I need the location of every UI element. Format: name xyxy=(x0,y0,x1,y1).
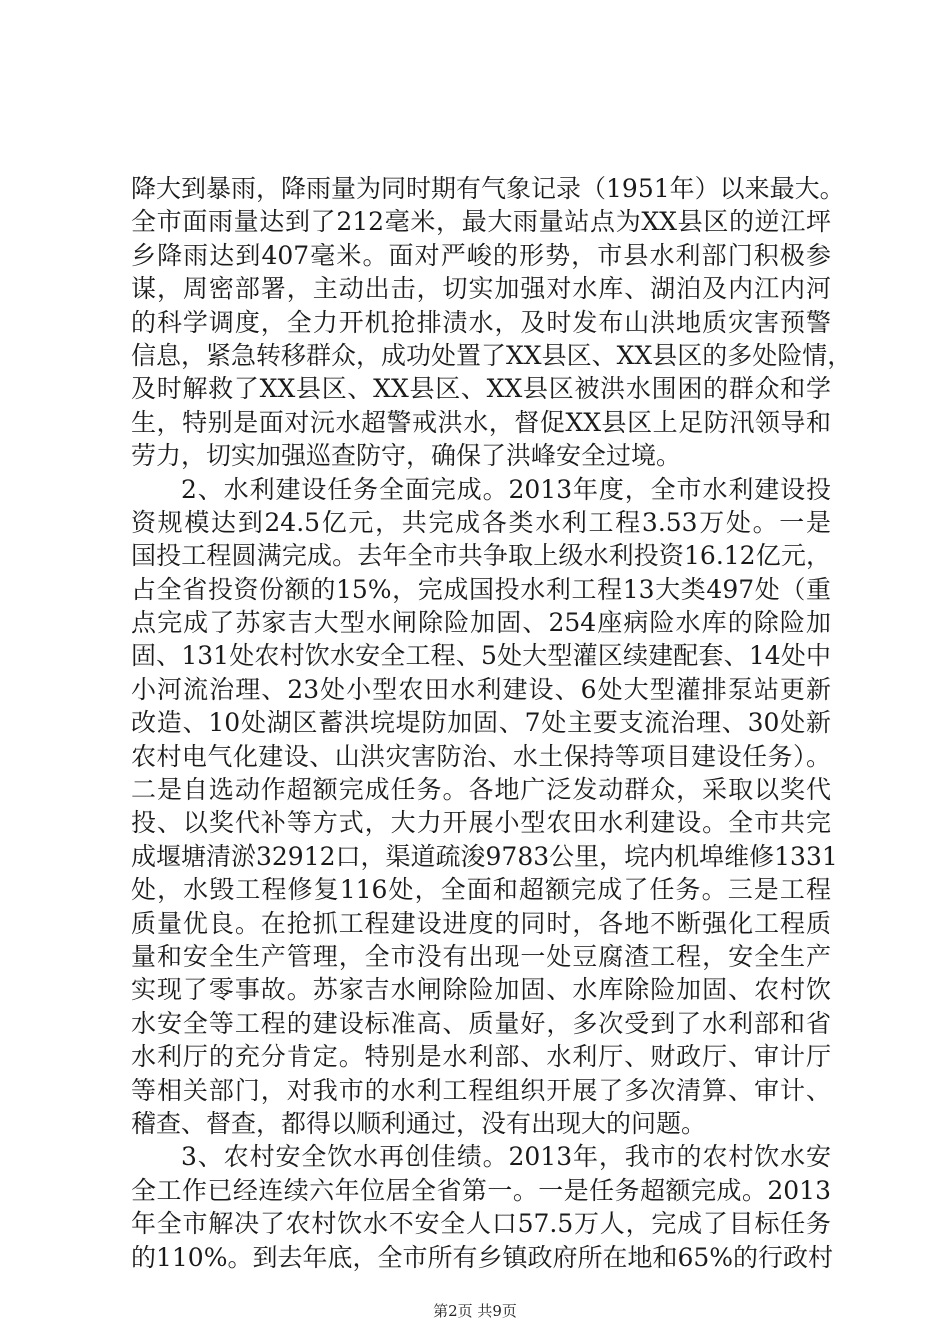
text-line: 乡降雨达到407毫米。面对严峻的形势，市县水利部门积极参 xyxy=(131,240,831,270)
text-line: 固、131处农村饮水安全工程、5处大型灌区续建配套、14处中 xyxy=(131,641,831,671)
text-line: 改造、10处湖区蓄洪垸堤防加固、7处主要支流治理、30处新 xyxy=(131,708,831,738)
text-line: 二是自选动作超额完成任务。各地广泛发动群众，采取以奖代 xyxy=(131,775,831,805)
text-line: 及时解救了XX县区、XX县区、XX县区被洪水围困的群众和学 xyxy=(131,374,831,404)
text-line: 小河流治理、23处小型农田水利建设、6处大型灌排泵站更新 xyxy=(131,674,831,704)
text-line: 处，水毁工程修复116处，全面和超额完成了任务。三是工程 xyxy=(131,875,831,905)
text-line: 实现了零事故。苏家吉水闸除险加固、水库除险加固、农村饮 xyxy=(131,975,831,1005)
text-line: 等相关部门，对我市的水利工程组织开展了多次清算、审计、 xyxy=(131,1075,831,1105)
text-line: 资规模达到24.5亿元，共完成各类水利工程3.53万处。一是 xyxy=(131,507,831,537)
text-line: 量和安全生产管理，全市没有出现一处豆腐渣工程，安全生产 xyxy=(131,941,831,971)
text-line: 年全市解决了农村饮水不安全人口57.5万人，完成了目标任务 xyxy=(131,1209,831,1239)
text-line: 投、以奖代补等方式，大力开展小型农田水利建设。全市共完 xyxy=(131,808,831,838)
text-line: 全市面雨量达到了212毫米，最大雨量站点为XX县区的逆江坪 xyxy=(131,207,831,237)
text-line: 生，特别是面对沅水超警戒洪水，督促XX县区上足防汛领导和 xyxy=(131,407,831,437)
paragraph-start-line: 2、水利建设任务全面完成。2013年度，全市水利建设投 xyxy=(181,474,831,504)
text-line: 国投工程圆满完成。去年全市共争取上级水利投资16.12亿元， xyxy=(131,541,831,571)
text-line: 稽查、督查，都得以顺利通过，没有出现大的问题。 xyxy=(131,1108,707,1138)
text-line: 的科学调度，全力开机抢排渍水，及时发布山洪地质灾害预警 xyxy=(131,307,831,337)
text-line: 水安全等工程的建设标准高、质量好，多次受到了水利部和省 xyxy=(131,1008,831,1038)
text-line: 成堰塘清淤32912口，渠道疏浚9783公里，垸内机埠维修1331 xyxy=(131,841,838,871)
page-number-footer: 第2页 共9页 xyxy=(433,1302,517,1320)
text-line: 占全省投资份额的15%，完成国投水利工程13大类497处（重 xyxy=(131,574,831,604)
text-line: 劳力，切实加强巡查防守，确保了洪峰安全过境。 xyxy=(131,441,682,471)
text-line: 全工作已经连续六年位居全省第一。一是任务超额完成。2013 xyxy=(131,1175,831,1205)
text-line: 点完成了苏家吉大型水闸除险加固、254座病险水库的除险加 xyxy=(131,608,831,638)
text-line: 的110%。到去年底，全市所有乡镇政府所在地和65%的行政村 xyxy=(131,1242,834,1272)
body-text xyxy=(131,172,853,1274)
text-line: 农村电气化建设、山洪灾害防治、水土保持等项目建设任务）。 xyxy=(131,741,831,771)
text-line: 质量优良。在抢抓工程建设进度的同时，各地不断强化工程质 xyxy=(131,908,831,938)
text-line: 信息，紧急转移群众，成功处置了XX县区、XX县区的多处险情， xyxy=(131,340,853,370)
paragraph-start-line: 3、农村安全饮水再创佳绩。2013年，我市的农村饮水安 xyxy=(181,1142,831,1172)
text-line: 谋，周密部署，主动出击，切实加强对水库、湖泊及内江内河 xyxy=(131,274,831,304)
text-line: 降大到暴雨，降雨量为同时期有气象记录（1951年）以来最大。 xyxy=(131,174,845,203)
text-line: 水利厅的充分肯定。特别是水利部、水利厅、财政厅、审计厅 xyxy=(131,1042,831,1072)
